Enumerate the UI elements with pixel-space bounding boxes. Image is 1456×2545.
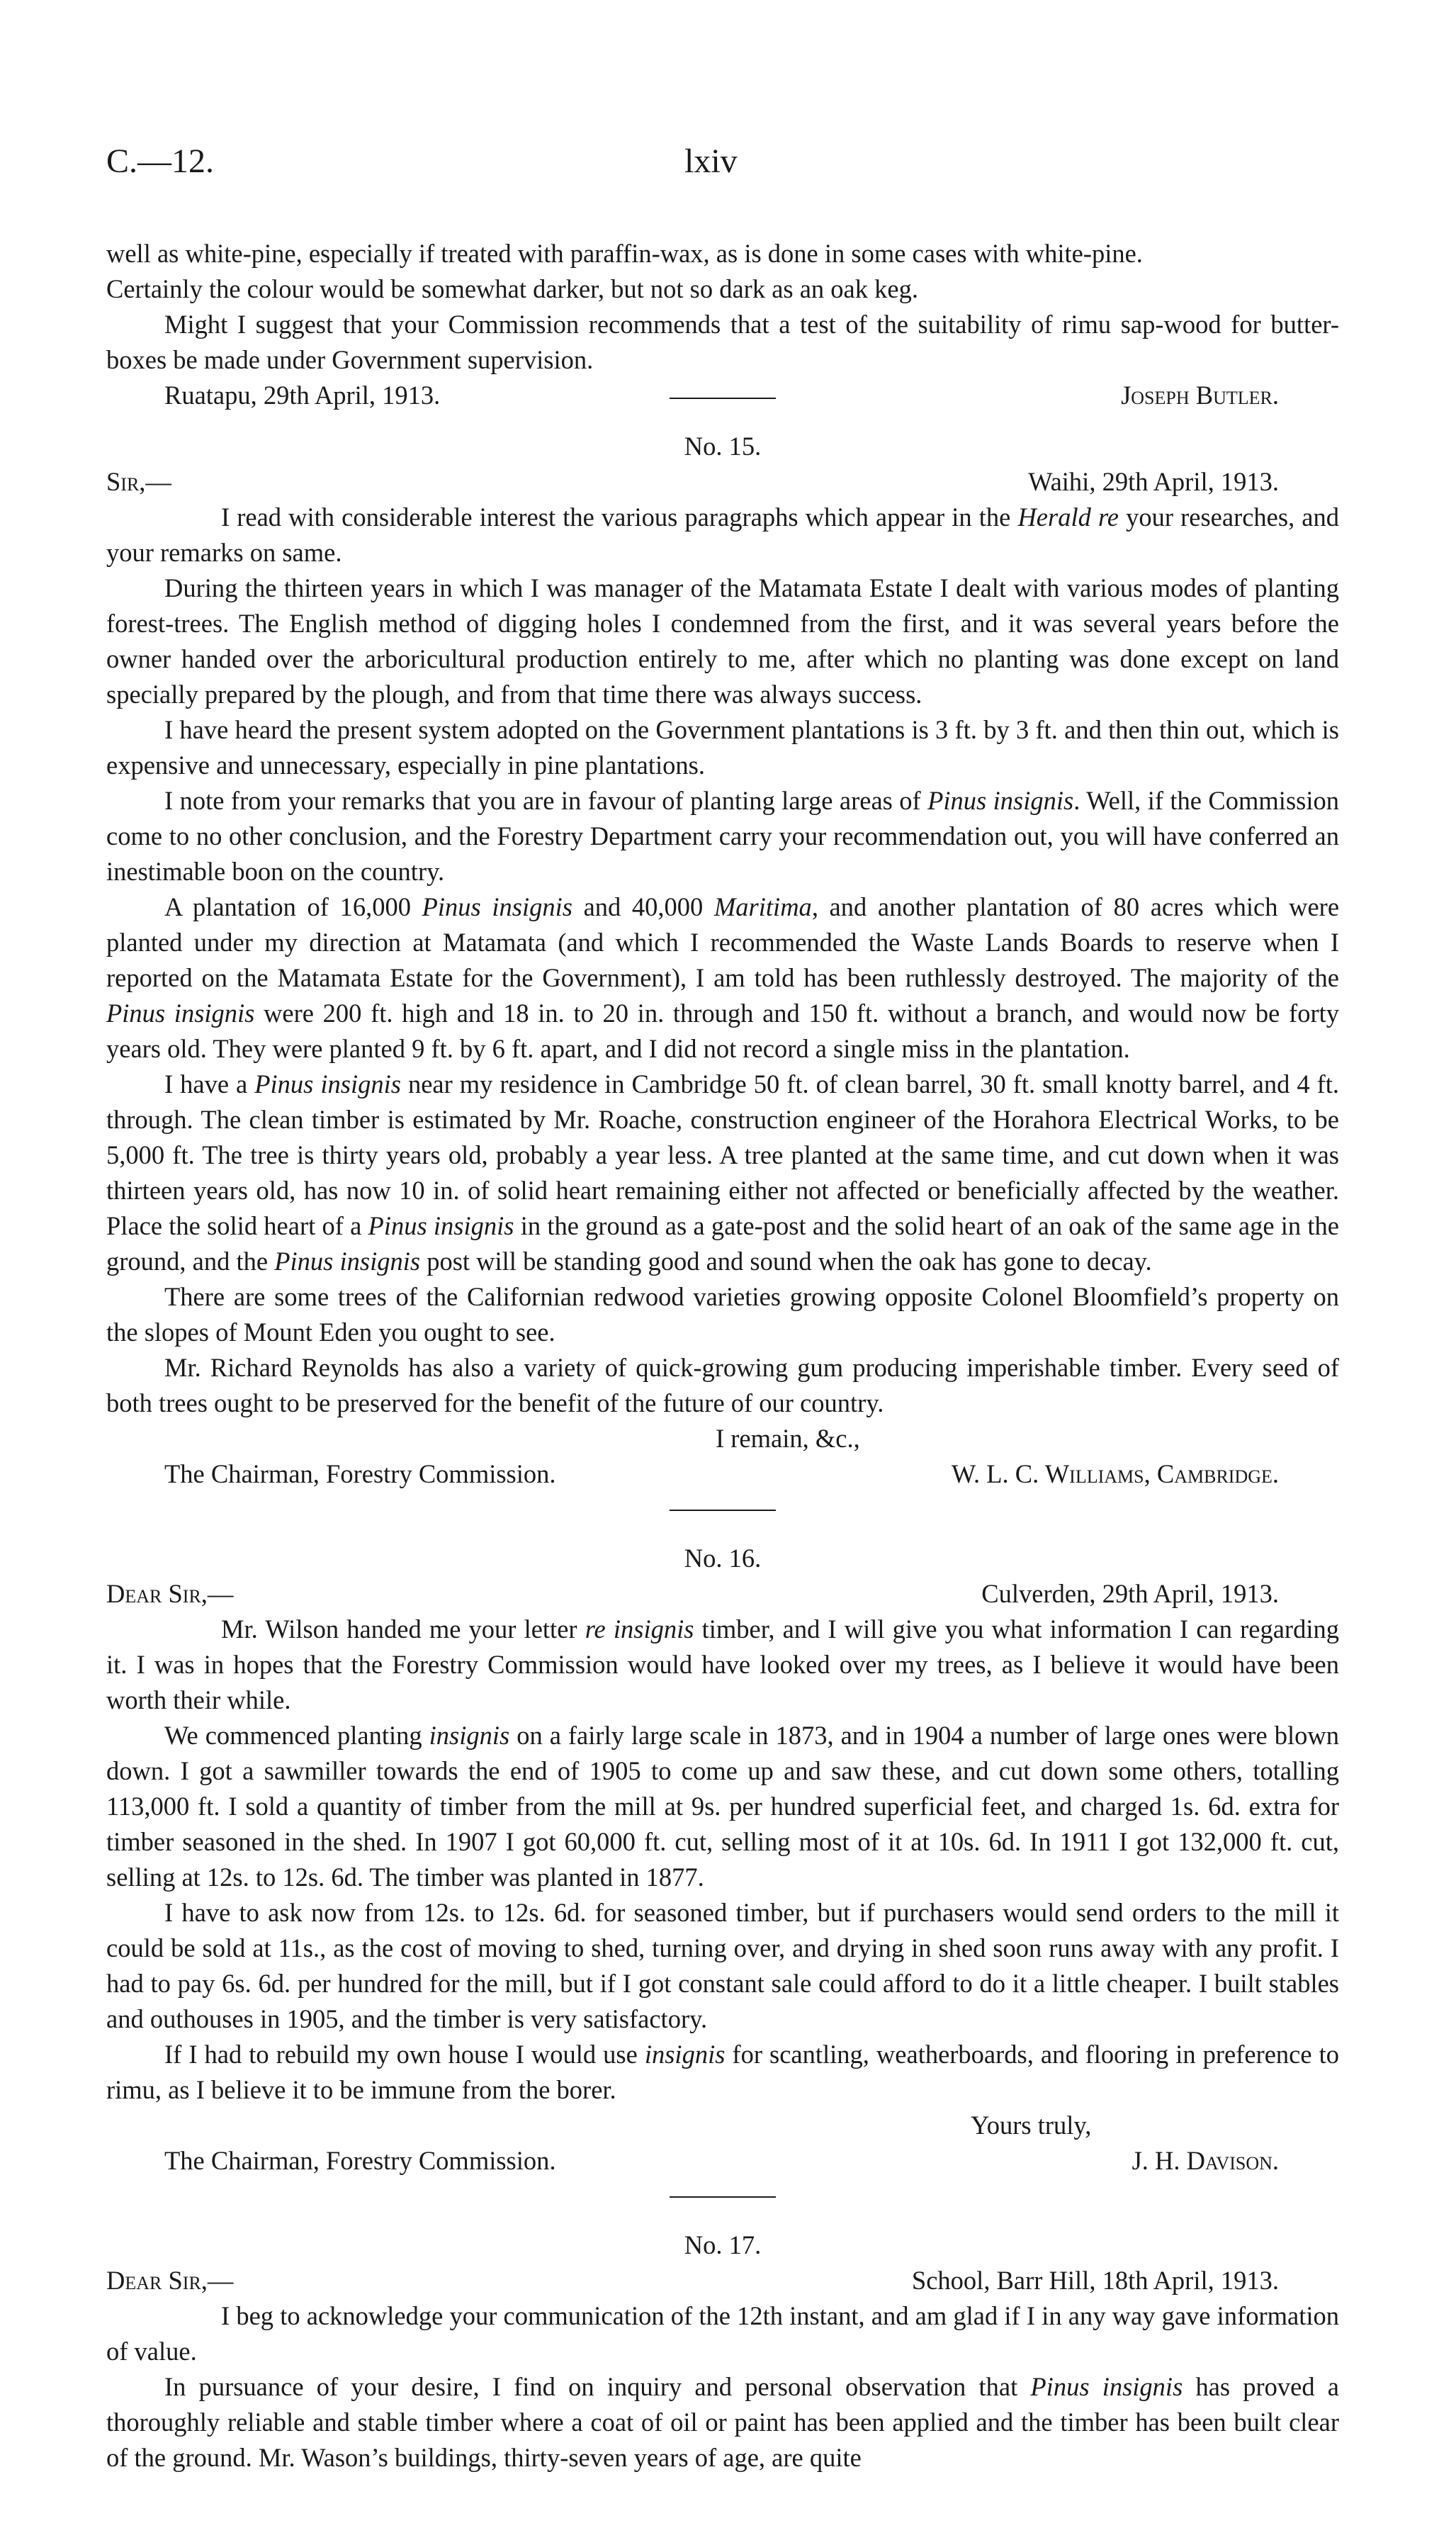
paragraph: I beg to acknowledge your communication of the 12th instant, and am glad if I in any way gave information of value. [106,2301,1339,2366]
signature: Joseph Butler. [1121,381,1279,410]
addressee: The Chairman, Forestry Commission. [164,1459,556,1488]
signature: J. H. Davison. [1131,2146,1279,2175]
paragraph: well as white-pine, especially if treated with paraffin-wax, as is done in some cases with white-pine. [106,239,1143,268]
salutation: Dear Sir,— [106,2266,234,2295]
paragraph: A plantation of 16,000 Pinus insignis and 40,000 Maritima, and another plantation of 80 acres which were planted under my direction at Matamata (and which I recommended the Waste Lands Boards to reserve when I reported on the Matamata Estate for the Government), I am told has been ruthlessly destroyed. The majority of the Pinus insignis were 200 ft. high and 18 in. to 20 in. through and 150 ft. without a branch, and would now be forty years old. They were planted 9 ft. by 6 ft. apart, and I did not record a single miss in the plantation. [106,892,1340,1063]
closing: I remain, &c., [716,1424,860,1453]
sign-off-row [106,2143,1339,2179]
place-date: School, Barr Hill, 18th April, 1913. [911,2266,1279,2295]
sign-off-row [106,1456,1339,1492]
salutation-row [106,464,1339,500]
paragraph: Mr. Wilson handed me your letter re insignis timber, and I will give you what information I can regarding it. I was in hopes that the Forestry Commission would have looked over my trees, as I believe it would have been worth their while. [106,1614,1339,1714]
closing: Yours truly, [971,2111,1092,2140]
letter-number: No. 16. [684,1544,762,1573]
parliamentary-paper-ref: C.—12. [106,142,215,180]
paragraph: Mr. Richard Reynolds has also a variety of quick-growing gum producing imperishable timber. Every seed of both trees ought to be preserved for the benefit of the future of our country. [106,1353,1339,1417]
letter-number: No. 15. [684,432,762,461]
salutation-row [106,2263,1339,2298]
paragraph: I note from your remarks that you are in favour of planting large areas of Pinus insignis. Well, if the Commission come to no other conclusion, and the Forestry Department carry your recommendation out, you will have conferred an inestimable boon on the country. [106,786,1339,886]
paragraph: We commenced planting insignis on a fairly large scale in 1873, and in 1904 a number of large ones were blown down. I got a sawmiller towards the end of 1905 to come up and saw these, and cut down some others, totalling 113,000 ft. I sold a quantity of timber from the mill at 9s. per hundred superficial feet, and charged 1s. 6d. extra for timber seasoned in the shed. In 1907 I got 60,000 ft. cut, selling most of it at 10s. 6d. In 1911 I got 132,000 ft. cut, selling at 12s. to 12s. 6d. The timber was planted in 1877. [106,1721,1339,1892]
paragraph: If I had to rebuild my own house I would use insignis for scantling, weatherboards, and flooring in preference to rimu, as I believe it to be immune from the borer. [106,2040,1339,2104]
paragraph: I have a Pinus insignis near my residence in Cambridge 50 ft. of clean barrel, 30 ft. small knotty barrel, and 4 ft. through. The clean timber is estimated by Mr. Roache, construction engineer of the Horahora Electrical Works, to be 5,000 ft. The tree is thirty years old, probably a year less. A tree planted at the same time, and cut down when it was thirteen years old, has now 10 in. of solid heart remaining either not affected or beneficially affected by the weather. Place the solid heart of a Pinus insignis in the ground as a gate-post and the solid heart of an oak of the same age in the ground, and the Pinus insignis post will be standing good and sound when the oak has gone to decay. [106,1069,1339,1276]
letter-15 [106,429,1339,1492]
paragraph: Might I suggest that your Commission recommends that a test of the suitability of rimu sap-wood for butter-boxes be made under Government supervision. [106,310,1339,374]
letter-number: No. 17. [684,2230,762,2259]
place-date: Waihi, 29th April, 1913. [1028,467,1279,496]
signature: W. L. C. Williams, Cambridge. [951,1459,1279,1488]
salutation-row [106,1576,1339,1612]
paragraph: There are some trees of the Californian redwood varieties growing opposite Colonel Bloomfield’s property on the slopes of Mount Eden you ought to see. [106,1282,1339,1347]
addressee: The Chairman, Forestry Commission. [164,2146,556,2175]
paragraph: Certainly the colour would be somewhat darker, but not so dark as an oak keg. [106,274,918,303]
letter-16 [106,1541,1339,2179]
paragraph: I read with considerable interest the various paragraphs which appear in the Herald re your researches, and your remarks on same. [106,502,1339,567]
letter-14-continuation [106,236,1339,413]
paragraph: I have heard the present system adopted on the Government plantations is 3 ft. by 3 ft. and then thin out, which is expensive and unnecessary, especially in pine plantations. [106,715,1339,780]
salutation: Sir,— [106,467,171,496]
page-number: lxiv [684,142,738,180]
place-date: Ruatapu, 29th April, 1913. [164,381,441,410]
paragraph: In pursuance of your desire, I find on inquiry and personal observation that Pinus insignis has proved a thoroughly reliable and stable timber where a coat of oil or paint has been applied and the timber has been built clear of the ground. Mr. Wason’s buildings, thirty-seven years of age, are quite [106,2372,1339,2472]
paragraph: During the thirteen years in which I was manager of the Matamata Estate I dealt with various modes of planting forest-trees. The English method of digging holes I condemned from the first, and it was several years before the owner handed over the arboricultural production entirely to me, after which no planting was done except on land specially prepared by the plough, and from that time there was always success. [106,573,1339,709]
paragraph: I have to ask now from 12s. to 12s. 6d. for seasoned timber, but if purchasers would send orders to the mill it could be sold at 11s., as the cost of moving to shed, turning over, and drying in shed soon runs away with any profit. I had to pay 6s. 6d. per hundred for the mill, but if I got constant sale could afford to do it a little cheaper. I built stables and outhouses in 1905, and the timber is very satisfactory. [106,1898,1339,2033]
salutation: Dear Sir,— [106,1579,234,1608]
place-date: Culverden, 29th April, 1913. [981,1579,1279,1608]
document-body [106,236,1339,2476]
letter-17 [106,2227,1339,2476]
